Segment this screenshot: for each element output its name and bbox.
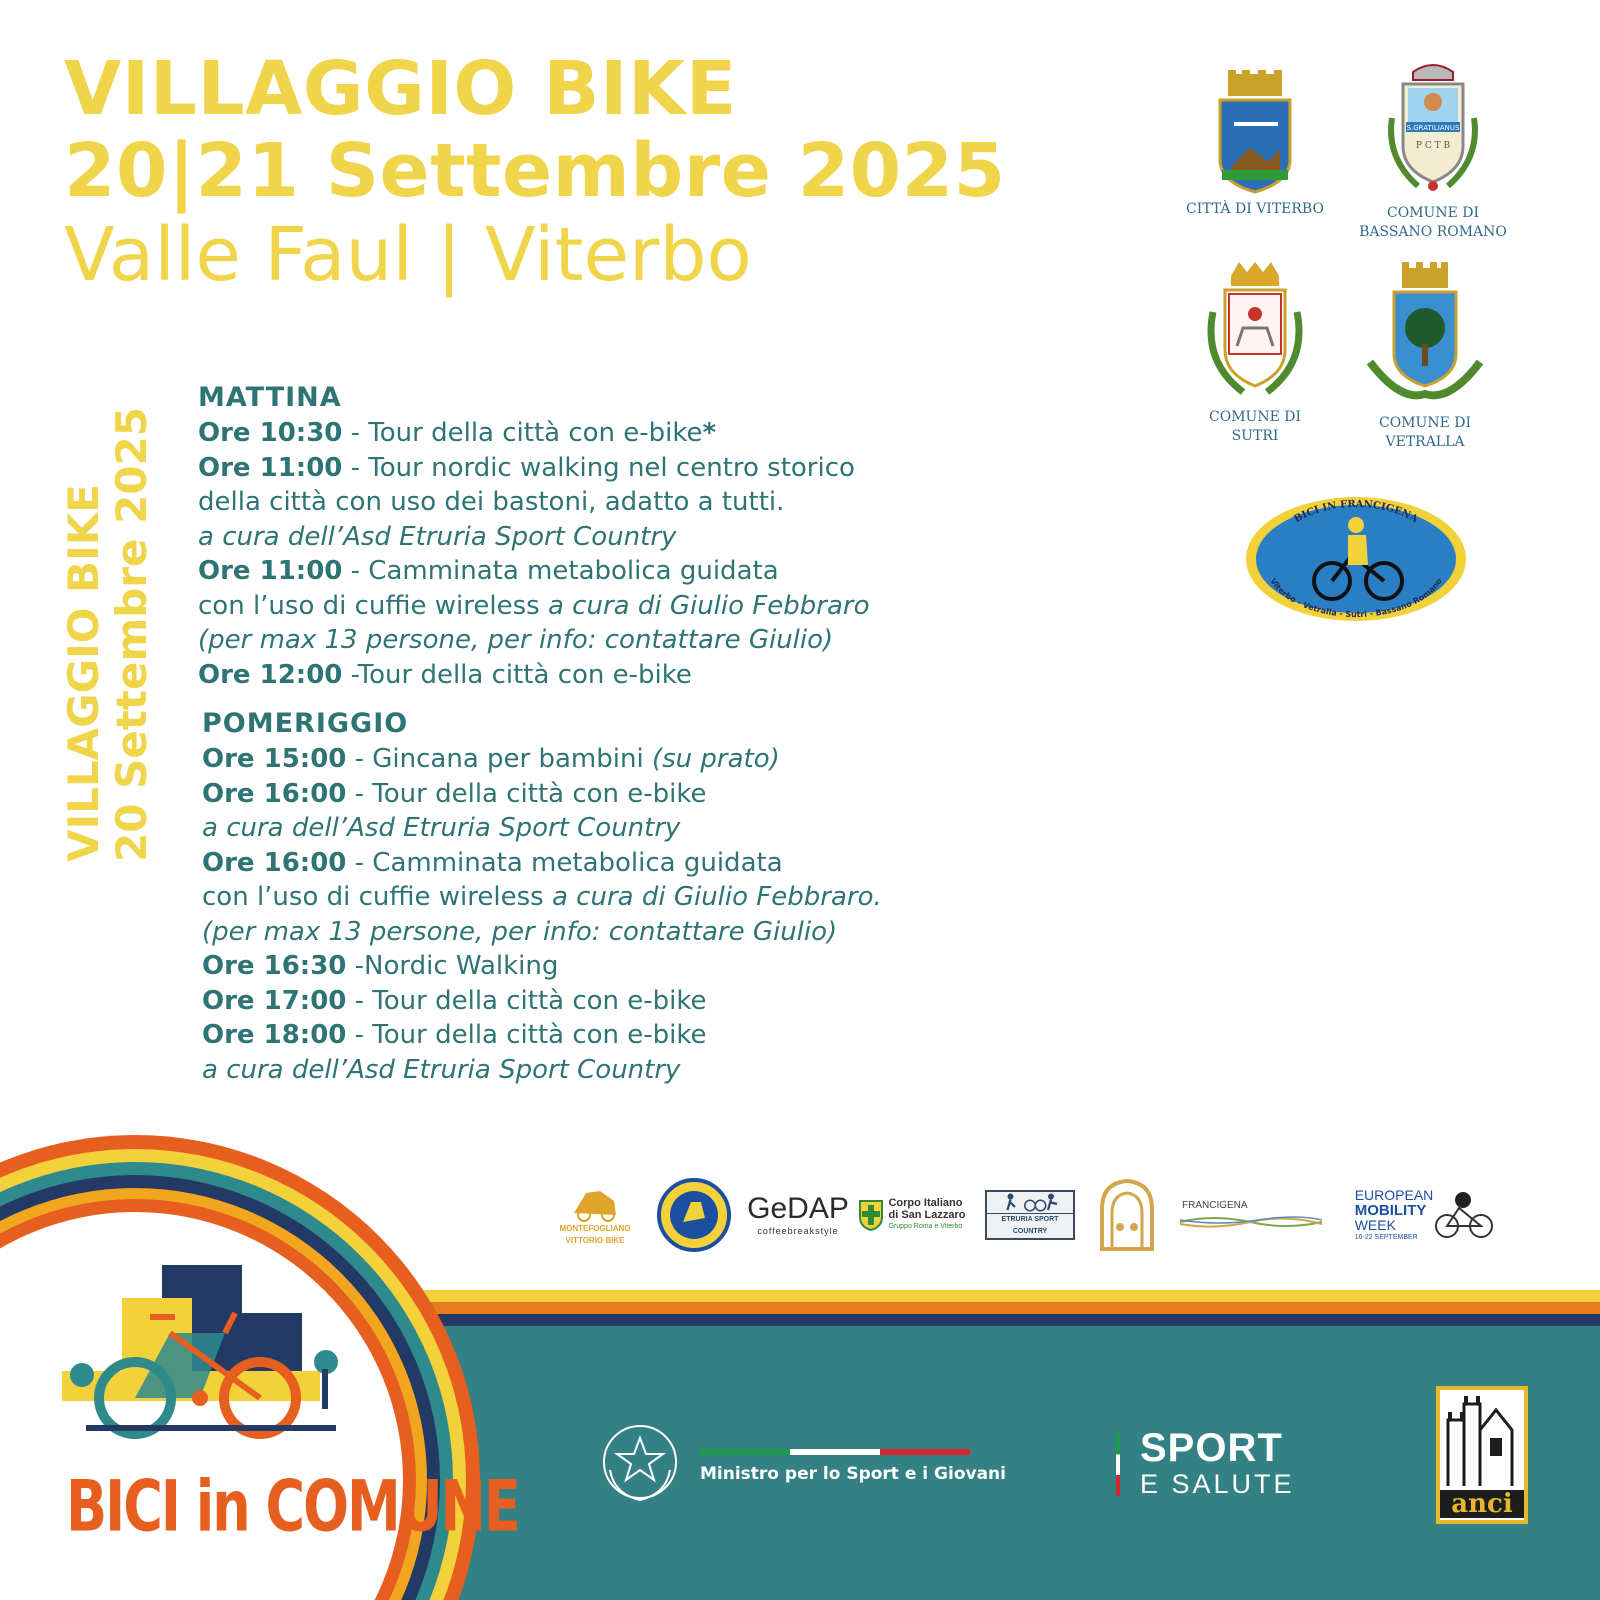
entry-text: - Gincana per bambini: [346, 744, 652, 774]
emblem-label: CITTÀ DI VITERBO: [1186, 201, 1324, 217]
side-caption-date: 20 Settembre 2025: [107, 407, 156, 862]
emw-label-1: EUROPEAN: [1354, 1187, 1434, 1203]
bassano-shield-letters: P C T B: [1415, 141, 1451, 151]
anci-towers-icon: [1440, 1390, 1524, 1488]
entry-time: Ore 11:00: [198, 556, 343, 586]
entry-time: Ore 16:00: [202, 847, 347, 878]
montefogliano-lion-icon: [568, 1183, 622, 1223]
etruria-label: ETRURIA SPORT COUNTRY: [987, 1213, 1073, 1238]
entry-time: Ore 16:30: [202, 951, 347, 981]
cross-shield-icon: [858, 1199, 884, 1231]
entry-text-continued: [202, 880, 998, 915]
sponsor-logos: [560, 1175, 1500, 1265]
etruria-logo: [985, 1190, 1075, 1240]
entry-text-continued: della città con uso dei bastoni, adatto a tutti.: [198, 487, 785, 517]
emblem-sutri: [1180, 262, 1330, 446]
event-title: VILLAGGIO BIKE: [64, 46, 737, 132]
entry-time: Ore 10:30: [198, 418, 343, 448]
emblem-label: VETRALLA: [1385, 434, 1465, 450]
emblem-viterbo: [1180, 70, 1330, 219]
sponsor-san-lazzaro: [854, 1175, 970, 1255]
morning-heading: MATTINA: [198, 382, 342, 413]
italian-flag-line: [700, 1449, 970, 1455]
schedule-entry: [198, 451, 998, 486]
emw-label-4: 16-22 SEPTEMBER: [1354, 1234, 1418, 1241]
side-caption-title: VILLAGGIO BIKE: [59, 484, 108, 862]
sponsor-via-francigena-tuscia: [1094, 1175, 1160, 1255]
montefogliano-label-2: VITTORIO BIKE: [565, 1236, 625, 1245]
sponsor-etruria: [984, 1175, 1076, 1255]
sponsor-montefogliano: [560, 1175, 630, 1255]
entry-text: con l’uso di cuffie wireless: [198, 590, 548, 621]
entry-time: Ore 12:00: [198, 659, 343, 690]
schedule-entry: [202, 949, 998, 984]
afternoon-section: [202, 706, 998, 1087]
entry-asterisk: *: [702, 418, 717, 448]
entry-note: (per max 13 persone, per info: contattare Giulio): [202, 916, 838, 947]
san-lazzaro-text: [888, 1197, 965, 1233]
entry-organizer: a cura dell’Asd Etruria Sport Country: [198, 521, 677, 552]
entry-text: -Tour della città con e-bike: [342, 659, 692, 690]
schedule-entry: [198, 658, 998, 693]
entry-text: - Camminata metabolica guidata: [342, 556, 779, 586]
entry-text: - Camminata metabolica guidata: [346, 847, 783, 878]
event-dates: 20|21 Settembre 2025: [64, 128, 1006, 214]
emw-label-2: MOBILITY: [1354, 1202, 1427, 1219]
athletes-icon: [990, 1192, 1070, 1213]
sponsor-european-mobility-week: [1350, 1175, 1500, 1255]
montefogliano-label: MONTEFOGLIANO: [559, 1224, 631, 1233]
schedule-entry: [198, 416, 998, 451]
gothic-arch-icon: [1096, 1179, 1158, 1251]
bassano-coat-of-arms-icon: [1378, 58, 1488, 198]
anci-logo: [1436, 1386, 1528, 1524]
emblem-vetralla: [1340, 262, 1510, 452]
side-caption: [60, 407, 156, 862]
vetralla-coat-of-arms-icon: [1360, 262, 1490, 408]
entry-time: Ore 15:00: [202, 744, 347, 774]
entry-organizer: a cura dell’Asd Etruria Sport Country: [202, 1054, 681, 1085]
entry-text: - Tour nordic walking nel centro storico: [342, 452, 855, 483]
schedule-entry: [202, 846, 998, 881]
entry-text: - Tour della città con e-bike: [346, 1020, 707, 1050]
emblem-bassano: [1348, 58, 1518, 242]
schedule-entry: [202, 1018, 998, 1053]
sponsor-gedap: [747, 1175, 849, 1255]
sport-salute-title: SPORT: [1140, 1426, 1283, 1470]
emblem-label: COMUNE DI: [1209, 409, 1301, 425]
sponsor-vessillo: [656, 1175, 732, 1255]
entry-text: -Nordic Walking: [346, 951, 559, 981]
emblem-label: COMUNE DI: [1387, 205, 1479, 221]
bicycle-icon: [1433, 1190, 1495, 1240]
viterbo-coat-of-arms-icon: [1210, 70, 1300, 194]
italian-republic-emblem-icon: [600, 1420, 680, 1504]
gedap-subtitle: coffeebreakstyle: [757, 1226, 839, 1236]
program: [198, 380, 998, 1087]
francigena-label: FRANCIGENA: [1182, 1200, 1248, 1211]
entry-time: Ore 11:00: [198, 452, 343, 483]
entry-note: (per max 13 persone, per info: contattare Giulio): [198, 625, 834, 655]
san-lazzaro-label-3: Gruppo Roma e Viterbo: [888, 1223, 963, 1230]
san-lazzaro-label: Corpo Italiano: [888, 1197, 963, 1209]
schedule-entry: [198, 554, 998, 589]
emblem-label: COMUNE DI: [1379, 415, 1471, 431]
event-location: Valle Faul | Viterbo: [64, 212, 752, 298]
emblem-label: SUTRI: [1231, 428, 1279, 444]
emblem-label: BASSANO ROMANO: [1359, 224, 1507, 240]
afternoon-heading: POMERIGGIO: [202, 708, 409, 739]
bici-in-comune-label: BICI in COMUNE: [66, 1465, 519, 1548]
gedap-label: GeDAP: [747, 1192, 849, 1225]
schedule-entry: [202, 742, 998, 777]
entry-text: - Tour della città con e-bike: [346, 778, 707, 809]
emw-text: [1355, 1188, 1434, 1242]
cycling-club-badge-icon: [657, 1178, 731, 1252]
badge-bottom-text: Viterbo - Vetralla - Sutri - Bassano Romano: [1268, 576, 1444, 620]
entry-organizer: a cura di Giulio Febbraro: [547, 590, 870, 621]
entry-organizer: a cura di Giulio Febbraro.: [551, 882, 882, 912]
sutri-coat-of-arms-icon: [1195, 262, 1315, 402]
entry-text: con l’uso di cuffie wireless: [202, 882, 552, 912]
sponsor-francigena: [1176, 1175, 1326, 1255]
sport-salute-subtitle: E SALUTE: [1140, 1469, 1295, 1499]
bassano-shield-text: S.GRATILIANUS: [1406, 124, 1460, 132]
entry-text: - Tour della città con e-bike: [342, 418, 703, 448]
san-lazzaro-label-2: di San Lazzaro: [888, 1209, 966, 1221]
entry-organizer: a cura dell’Asd Etruria Sport Country: [202, 813, 681, 843]
badge-top-text: BICI IN FRANCIGENA: [1292, 498, 1420, 526]
title-block: [64, 48, 1006, 298]
entry-text: - Tour della città con e-bike: [346, 985, 707, 1016]
anci-label: anci: [1440, 1490, 1524, 1518]
entry-text-continued: [198, 589, 998, 624]
schedule-entry: [202, 984, 998, 1019]
emw-label-3: WEEK: [1354, 1217, 1396, 1233]
entry-time: Ore 16:00: [202, 778, 347, 809]
entry-note: (su prato): [651, 744, 780, 774]
sport-salute-bar: [1116, 1434, 1120, 1496]
entry-time: Ore 18:00: [202, 1020, 347, 1050]
entry-time: Ore 17:00: [202, 985, 347, 1016]
francigena-cyclist-icon: [1244, 495, 1468, 623]
bici-in-francigena-badge: [1244, 495, 1468, 627]
francigena-route-icon: [1178, 1212, 1324, 1230]
schedule-entry: [202, 777, 998, 812]
ministry-label: Ministro per lo Sport e i Giovani: [700, 1464, 1006, 1484]
